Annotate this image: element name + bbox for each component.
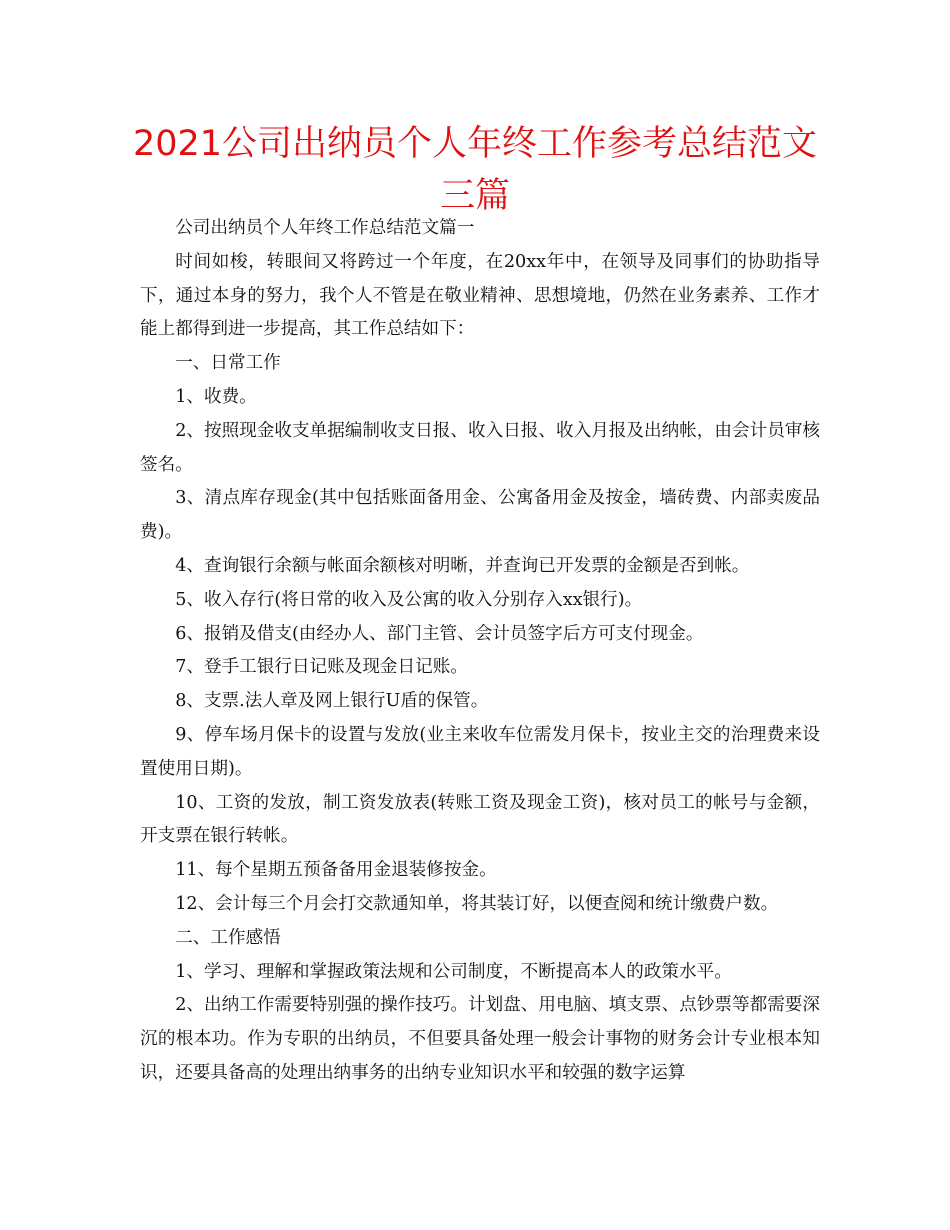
paragraph: 6、报销及借支(由经办人、部门主管、会计员签字后方可支付现金。 — [175, 623, 704, 644]
paragraph: 2、出纳工作需要特别强的操作技巧。计划盘、用电脑、填支票、点钞票等都需要深沉的根本功。作为专职的出纳员，不但要具备处理一般会计事物的财务会计专业根本知识，还要具备高的处理出纳事务的出纳专业知识水平和较强的数字运算 — [140, 995, 820, 1083]
paragraph: 9、停车场月保卡的设置与发放(业主来收车位需发月保卡，按业主交的治理费来设置使用日期)。 — [140, 724, 820, 779]
paragraph: 4、查询银行余额与帐面余额核对明晰，并查询已开发票的金额是否到帐。 — [175, 555, 750, 576]
paragraph: 8、支票.法人章及网上银行U盾的保管。 — [175, 691, 489, 712]
paragraph: 7、登手工银行日记账及现金日记账。 — [175, 657, 468, 678]
document-body — [140, 212, 820, 1091]
paragraph: 1、收费。 — [175, 386, 257, 407]
paragraph: 二、工作感悟 — [175, 927, 281, 948]
paragraph: 12、会计每三个月会打交款通知单，将其装订好，以便查阅和统计缴费户数。 — [175, 893, 779, 914]
paragraph: 时间如梭，转眼间又将跨过一个年度，在20xx年中，在领导及同事们的协助指导下，通过本身的努力，我个人不管是在敬业精神、思想境地，仍然在业务素养、工作才能上都得到进一步提高，其工作总结如下： — [140, 251, 820, 340]
document-title: 2021公司出纳员个人年终工作参考总结范文三篇 — [132, 124, 818, 216]
paragraph: 1、学习、理解和掌握政策法规和公司制度，不断提高本人的政策水平。 — [175, 961, 732, 982]
paragraph: 5、收入存行(将日常的收入及公寓的收入分别存入xx银行)。 — [175, 589, 643, 610]
paragraph: 公司出纳员个人年终工作总结范文篇一 — [175, 218, 475, 238]
paragraph: 10、工资的发放，制工资发放表(转账工资及现金工资)，核对员工的帐号与金额，开支票在银行转帐。 — [140, 792, 820, 847]
paragraph: 3、清点库存现金(其中包括账面备用金、公寓备用金及按金，墙砖费、内部卖废品费)。 — [140, 488, 820, 543]
paragraph: 一、日常工作 — [175, 353, 281, 374]
paragraph: 11、每个星期五预备备用金退装修按金。 — [175, 860, 497, 881]
paragraph: 2、按照现金收支单据编制收支日报、收入日报、收入月报及出纳帐，由会计员审核签名。 — [140, 420, 820, 475]
